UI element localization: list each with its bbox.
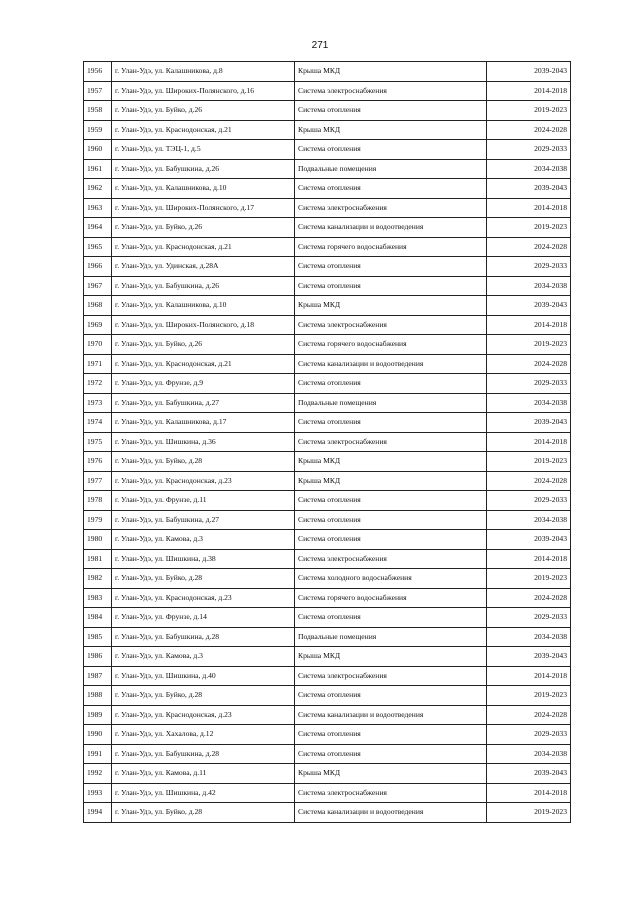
work-type-cell: Система отопления <box>295 276 487 296</box>
row-number-cell: 1985 <box>84 627 112 647</box>
address-cell: г. Улан-Удэ, ул. Калашникова, д.10 <box>112 179 295 199</box>
address-cell: г. Улан-Удэ, ул. Буйко, д.28 <box>112 803 295 823</box>
table-row <box>84 179 571 199</box>
address-cell: г. Улан-Удэ, ул. Буйко, д.26 <box>112 218 295 238</box>
row-number-cell: 1992 <box>84 764 112 784</box>
table-row <box>84 413 571 433</box>
row-number-cell: 1979 <box>84 510 112 530</box>
address-cell: г. Улан-Удэ, ул. Шишкина, д.42 <box>112 783 295 803</box>
row-number-cell: 1989 <box>84 705 112 725</box>
address-cell: г. Улан-Удэ, ул. Бабушкина, д.27 <box>112 510 295 530</box>
address-cell: г. Улан-Удэ, ул. Хахалова, д.12 <box>112 725 295 745</box>
work-type-cell: Система отопления <box>295 510 487 530</box>
address-cell: г. Улан-Удэ, ул. Шишкина, д.40 <box>112 666 295 686</box>
work-type-cell: Крыша МКД <box>295 471 487 491</box>
row-number-cell: 1971 <box>84 354 112 374</box>
period-cell: 2034-2038 <box>487 159 571 179</box>
period-cell: 2014-2018 <box>487 549 571 569</box>
table-row <box>84 62 571 82</box>
work-type-cell: Система канализации и водоотведения <box>295 218 487 238</box>
row-number-cell: 1975 <box>84 432 112 452</box>
table-row <box>84 101 571 121</box>
work-type-cell: Система горячего водоснабжения <box>295 588 487 608</box>
address-cell: г. Улан-Удэ, ул. Камова, д.3 <box>112 647 295 667</box>
period-cell: 2014-2018 <box>487 315 571 335</box>
address-cell: г. Улан-Удэ, ул. Камова, д.3 <box>112 530 295 550</box>
period-cell: 2019-2023 <box>487 335 571 355</box>
period-cell: 2019-2023 <box>487 452 571 472</box>
table-body <box>84 62 571 823</box>
work-type-cell: Система отопления <box>295 686 487 706</box>
table-row <box>84 686 571 706</box>
period-cell: 2019-2023 <box>487 569 571 589</box>
address-cell: г. Улан-Удэ, ул. Краснодонская, д.21 <box>112 237 295 257</box>
address-cell: г. Улан-Удэ, ул. Буйко, д.28 <box>112 686 295 706</box>
work-type-cell: Система электроснабжения <box>295 783 487 803</box>
period-cell: 2029-2033 <box>487 491 571 511</box>
address-cell: г. Улан-Удэ, ул. Широких-Полянского, д.17 <box>112 198 295 218</box>
table-row <box>84 569 571 589</box>
period-cell: 2029-2033 <box>487 140 571 160</box>
address-cell: г. Улан-Удэ, ул. Краснодонская, д.21 <box>112 120 295 140</box>
row-number-cell: 1957 <box>84 81 112 101</box>
table-row <box>84 218 571 238</box>
period-cell: 2024-2028 <box>487 354 571 374</box>
address-cell: г. Улан-Удэ, ул. Бабушкина, д.26 <box>112 159 295 179</box>
work-type-cell: Система электроснабжения <box>295 315 487 335</box>
period-cell: 2034-2038 <box>487 744 571 764</box>
address-cell: г. Улан-Удэ, ул. Краснодонская, д.23 <box>112 705 295 725</box>
table-row <box>84 374 571 394</box>
period-cell: 2014-2018 <box>487 198 571 218</box>
table-row <box>84 647 571 667</box>
work-type-cell: Система отопления <box>295 725 487 745</box>
period-cell: 2014-2018 <box>487 783 571 803</box>
row-number-cell: 1966 <box>84 257 112 277</box>
work-type-cell: Система электроснабжения <box>295 432 487 452</box>
table-row <box>84 725 571 745</box>
period-cell: 2019-2023 <box>487 803 571 823</box>
address-cell: г. Улан-Удэ, ул. Шишкина, д.36 <box>112 432 295 452</box>
row-number-cell: 1963 <box>84 198 112 218</box>
work-type-cell: Подвальные помещения <box>295 627 487 647</box>
period-cell: 2019-2023 <box>487 218 571 238</box>
address-cell: г. Улан-Удэ, ул. Буйко, д.26 <box>112 101 295 121</box>
period-cell: 2034-2038 <box>487 627 571 647</box>
row-number-cell: 1986 <box>84 647 112 667</box>
period-cell: 2029-2033 <box>487 608 571 628</box>
table-row <box>84 335 571 355</box>
address-cell: г. Улан-Удэ, ул. Бабушкина, д.28 <box>112 744 295 764</box>
table-row <box>84 296 571 316</box>
period-cell: 2034-2038 <box>487 393 571 413</box>
address-cell: г. Улан-Удэ, ул. Шишкина, д.38 <box>112 549 295 569</box>
address-cell: г. Улан-Удэ, ул. Бабушкина, д.27 <box>112 393 295 413</box>
work-type-cell: Система отопления <box>295 530 487 550</box>
work-type-cell: Система электроснабжения <box>295 198 487 218</box>
row-number-cell: 1974 <box>84 413 112 433</box>
row-number-cell: 1991 <box>84 744 112 764</box>
period-cell: 2039-2043 <box>487 413 571 433</box>
work-type-cell: Система канализации и водоотведения <box>295 354 487 374</box>
work-type-cell: Система электроснабжения <box>295 666 487 686</box>
table-row <box>84 803 571 823</box>
period-cell: 2014-2018 <box>487 666 571 686</box>
work-type-cell: Крыша МКД <box>295 764 487 784</box>
work-type-cell: Система электроснабжения <box>295 549 487 569</box>
page-number: 271 <box>311 40 329 51</box>
work-type-cell: Система отопления <box>295 101 487 121</box>
table-row <box>84 549 571 569</box>
row-number-cell: 1970 <box>84 335 112 355</box>
table-row <box>84 81 571 101</box>
period-cell: 2029-2033 <box>487 374 571 394</box>
address-cell: г. Улан-Удэ, ул. Калашникова, д.10 <box>112 296 295 316</box>
address-cell: г. Улан-Удэ, ул. Камова, д.11 <box>112 764 295 784</box>
period-cell: 2019-2023 <box>487 686 571 706</box>
row-number-cell: 1961 <box>84 159 112 179</box>
period-cell: 2024-2028 <box>487 705 571 725</box>
address-cell: г. Улан-Удэ, ул. Буйко, д.26 <box>112 335 295 355</box>
work-type-cell: Система электроснабжения <box>295 81 487 101</box>
period-cell: 2039-2043 <box>487 62 571 82</box>
table-row <box>84 510 571 530</box>
table-row <box>84 315 571 335</box>
work-type-cell: Система отопления <box>295 179 487 199</box>
table-row <box>84 198 571 218</box>
table-row <box>84 393 571 413</box>
work-type-cell: Система отопления <box>295 413 487 433</box>
address-cell: г. Улан-Удэ, ул. Широких-Полянского, д.18 <box>112 315 295 335</box>
work-type-cell: Подвальные помещения <box>295 159 487 179</box>
work-type-cell: Система отопления <box>295 257 487 277</box>
table-row <box>84 608 571 628</box>
table-row <box>84 764 571 784</box>
address-cell: г. Улан-Удэ, ул. Фрунзе, д.14 <box>112 608 295 628</box>
period-cell: 2039-2043 <box>487 647 571 667</box>
work-type-cell: Крыша МКД <box>295 296 487 316</box>
address-cell: г. Улан-Удэ, ул. Бабушкина, д.26 <box>112 276 295 296</box>
work-type-cell: Система канализации и водоотведения <box>295 705 487 725</box>
work-type-cell: Система отопления <box>295 744 487 764</box>
row-number-cell: 1972 <box>84 374 112 394</box>
table-row <box>84 530 571 550</box>
work-type-cell: Крыша МКД <box>295 647 487 667</box>
row-number-cell: 1976 <box>84 452 112 472</box>
period-cell: 2039-2043 <box>487 764 571 784</box>
work-type-cell: Подвальные помещения <box>295 393 487 413</box>
row-number-cell: 1981 <box>84 549 112 569</box>
table-row <box>84 627 571 647</box>
row-number-cell: 1968 <box>84 296 112 316</box>
address-cell: г. Улан-Удэ, ул. Краснодонская, д.23 <box>112 588 295 608</box>
table-row <box>84 666 571 686</box>
row-number-cell: 1965 <box>84 237 112 257</box>
period-cell: 2034-2038 <box>487 276 571 296</box>
address-cell: г. Улан-Удэ, ул. Буйко, д.28 <box>112 452 295 472</box>
address-cell: г. Улан-Удэ, ул. Краснодонская, д.21 <box>112 354 295 374</box>
table-row <box>84 276 571 296</box>
table-row <box>84 588 571 608</box>
address-cell: г. Улан-Удэ, ул. Удинская, д.28А <box>112 257 295 277</box>
row-number-cell: 1967 <box>84 276 112 296</box>
address-cell: г. Улан-Удэ, ул. Калашникова, д.17 <box>112 413 295 433</box>
work-type-cell: Система горячего водоснабжения <box>295 237 487 257</box>
period-cell: 2039-2043 <box>487 296 571 316</box>
row-number-cell: 1988 <box>84 686 112 706</box>
table-row <box>84 432 571 452</box>
period-cell: 2029-2033 <box>487 257 571 277</box>
row-number-cell: 1978 <box>84 491 112 511</box>
row-number-cell: 1987 <box>84 666 112 686</box>
period-cell: 2014-2018 <box>487 432 571 452</box>
work-type-cell: Система отопления <box>295 608 487 628</box>
table-row <box>84 783 571 803</box>
row-number-cell: 1960 <box>84 140 112 160</box>
period-cell: 2024-2028 <box>487 588 571 608</box>
row-number-cell: 1962 <box>84 179 112 199</box>
row-number-cell: 1958 <box>84 101 112 121</box>
row-number-cell: 1956 <box>84 62 112 82</box>
row-number-cell: 1977 <box>84 471 112 491</box>
row-number-cell: 1990 <box>84 725 112 745</box>
period-cell: 2014-2018 <box>487 81 571 101</box>
row-number-cell: 1993 <box>84 783 112 803</box>
work-type-cell: Система холодного водоснабжения <box>295 569 487 589</box>
table-row <box>84 140 571 160</box>
period-cell: 2019-2023 <box>487 101 571 121</box>
address-cell: г. Улан-Удэ, ул. Буйко, д.28 <box>112 569 295 589</box>
row-number-cell: 1973 <box>84 393 112 413</box>
work-type-cell: Система канализации и водоотведения <box>295 803 487 823</box>
period-cell: 2039-2043 <box>487 179 571 199</box>
table-row <box>84 159 571 179</box>
table-row <box>84 705 571 725</box>
table-row <box>84 744 571 764</box>
row-number-cell: 1964 <box>84 218 112 238</box>
work-type-cell: Система отопления <box>295 140 487 160</box>
address-cell: г. Улан-Удэ, ул. Калашникова, д.8 <box>112 62 295 82</box>
table-row <box>84 471 571 491</box>
row-number-cell: 1994 <box>84 803 112 823</box>
address-cell: г. Улан-Удэ, ул. Краснодонская, д.23 <box>112 471 295 491</box>
work-type-cell: Система отопления <box>295 374 487 394</box>
address-cell: г. Улан-Удэ, ул. ТЭЦ-1, д.5 <box>112 140 295 160</box>
period-cell: 2024-2028 <box>487 471 571 491</box>
period-cell: 2034-2038 <box>487 510 571 530</box>
address-cell: г. Улан-Удэ, ул. Бабушкина, д.28 <box>112 627 295 647</box>
work-type-cell: Система отопления <box>295 491 487 511</box>
address-cell: г. Улан-Удэ, ул. Фрунзе, д.11 <box>112 491 295 511</box>
period-cell: 2024-2028 <box>487 120 571 140</box>
table-row <box>84 491 571 511</box>
address-cell: г. Улан-Удэ, ул. Фрунзе, д.9 <box>112 374 295 394</box>
registry-table <box>83 61 571 823</box>
table-row <box>84 452 571 472</box>
row-number-cell: 1959 <box>84 120 112 140</box>
table-row <box>84 257 571 277</box>
work-type-cell: Крыша МКД <box>295 62 487 82</box>
work-type-cell: Система горячего водоснабжения <box>295 335 487 355</box>
table-row <box>84 120 571 140</box>
work-type-cell: Крыша МКД <box>295 120 487 140</box>
row-number-cell: 1984 <box>84 608 112 628</box>
table-row <box>84 237 571 257</box>
row-number-cell: 1969 <box>84 315 112 335</box>
row-number-cell: 1980 <box>84 530 112 550</box>
address-cell: г. Улан-Удэ, ул. Широких-Полянского, д.16 <box>112 81 295 101</box>
work-type-cell: Крыша МКД <box>295 452 487 472</box>
period-cell: 2039-2043 <box>487 530 571 550</box>
row-number-cell: 1982 <box>84 569 112 589</box>
period-cell: 2024-2028 <box>487 237 571 257</box>
period-cell: 2029-2033 <box>487 725 571 745</box>
row-number-cell: 1983 <box>84 588 112 608</box>
table-row <box>84 354 571 374</box>
